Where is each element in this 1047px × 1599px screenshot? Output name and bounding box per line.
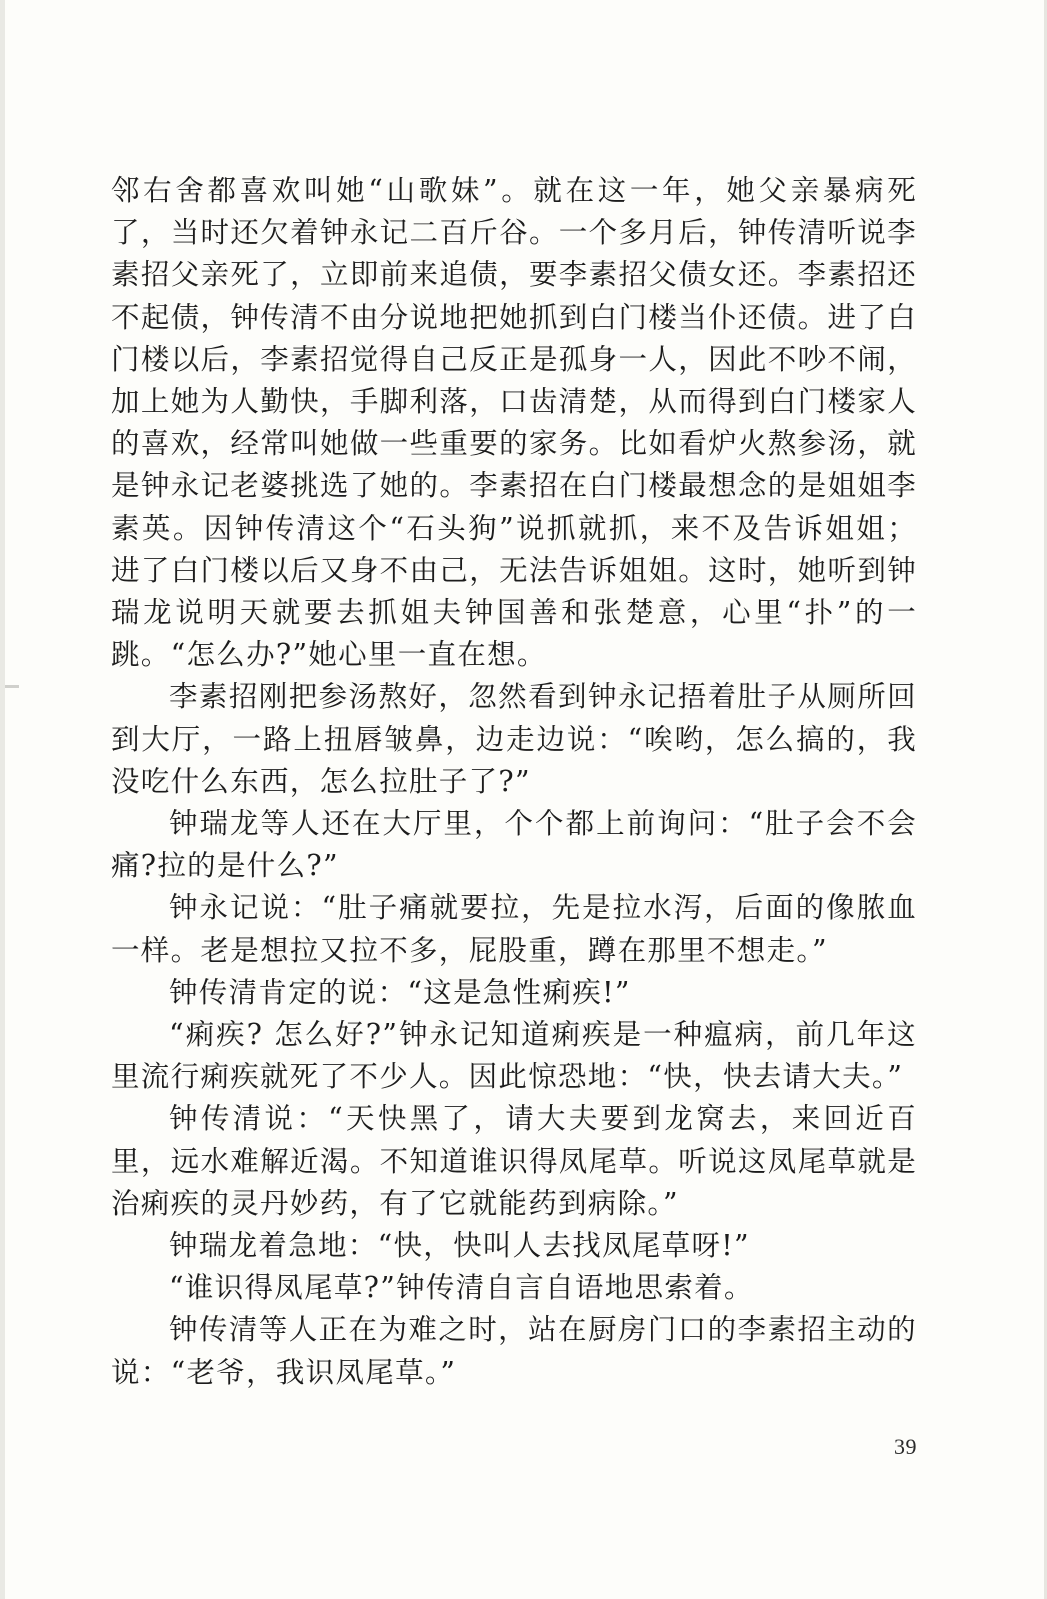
body-text	[111, 170, 917, 1394]
paragraph-3: 钟瑞龙等人还在大厅里，个个都上前询问：“肚子会不会痛?拉的是什么?”	[111, 807, 917, 883]
paragraph-5: 钟传清肯定的说：“这是急性痢疾!”	[169, 975, 631, 1009]
paragraph-4: 钟永记说：“肚子痛就要拉，先是拉水泻，后面的像脓血一样。老是想拉又拉不多，屁股重，蹲在那里不想走。”	[111, 891, 917, 967]
paragraph-2: 李素招刚把参汤熬好，忽然看到钟永记捂着肚子从厕所回到大厅，一路上扭唇皱鼻，边走边说：“唉哟，怎么搞的，我没吃什么东西，怎么拉肚子了?”	[111, 680, 917, 798]
paragraph-8: 钟瑞龙着急地：“快，快叫人去找凤尾草呀!”	[169, 1229, 750, 1263]
paragraph-1: 邻右舍都喜欢叫她“山歌妹”。就在这一年，她父亲暴病死了，当时还欠着钟永记二百斤谷。一个多月后，钟传清听说李素招父亲死了，立即前来追债，要李素招父债女还。李素招还不起债，钟传清不由分说地把她抓到白门楼当仆还债。进了白门楼以后，李素招觉得自己反正是孤身一人，因此不吵不闹，加上她为人勤快，手脚利落，口齿清楚，从而得到白门楼家人的喜欢，经常叫她做一些重要的家务。比如看炉火熬参汤，就是钟永记老婆挑选了她的。李素招在白门楼最想念的是姐姐李素英。因钟传清这个“石头狗”说抓就抓，来不及告诉姐姐；进了白门楼以后又身不由己，无法告诉姐姐。这时，她听到钟瑞龙说明天就要去抓姐夫钟国善和张楚意，心里“扑”的一跳。“怎么办?”她心里一直在想。	[111, 174, 917, 672]
paragraph-6: “痢疾? 怎么好?”钟永记知道痢疾是一种瘟病，前几年这里流行痢疾就死了不少人。因此惊恐地：“快，快去请大夫。”	[111, 1018, 917, 1094]
paragraph-10: 钟传清等人正在为难之时，站在厨房门口的李素招主动的说：“老爷，我识凤尾草。”	[111, 1313, 917, 1389]
paragraph-7: 钟传清说：“天快黑了，请大夫要到龙窝去，来回近百里，远水难解近渴。不知道谁识得凤尾草。听说这凤尾草就是治痢疾的灵丹妙药，有了它就能药到病除。”	[111, 1102, 917, 1220]
paragraph-9: “谁识得凤尾草?”钟传清自言自语地思索着。	[169, 1271, 754, 1305]
page-number: 39	[894, 1434, 917, 1459]
scan-mark-left	[5, 685, 19, 688]
